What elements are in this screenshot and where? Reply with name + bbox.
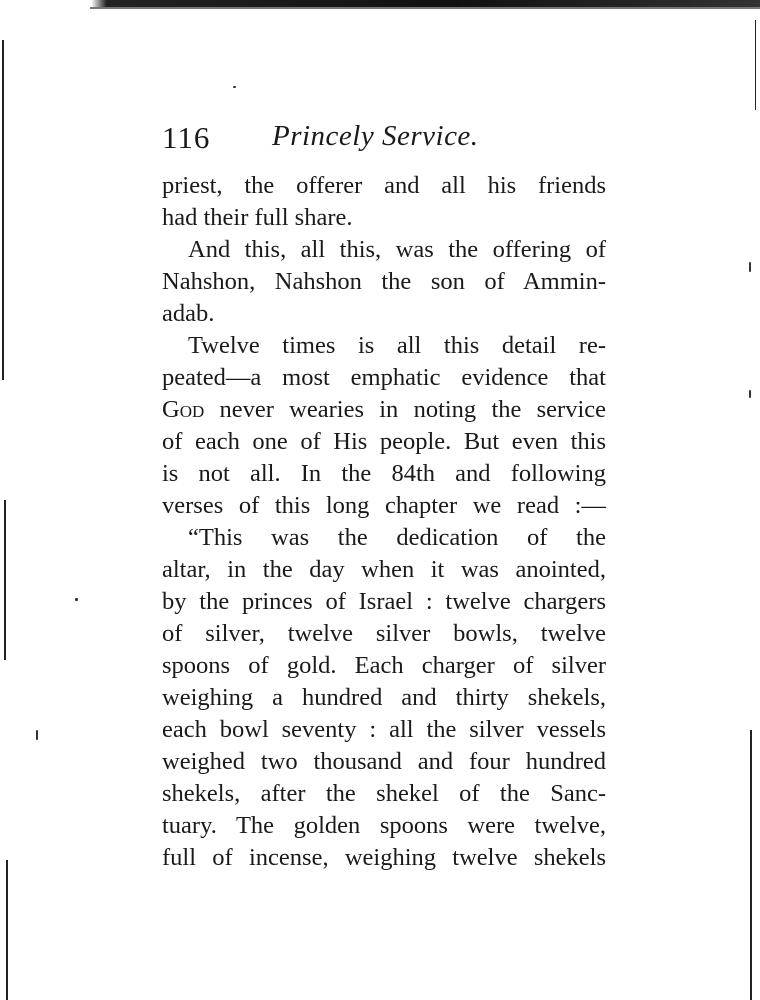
scan-left-edge	[6, 860, 8, 1000]
text-line: altar, in the day when it was anointed,	[162, 556, 606, 583]
text-line: each bowl seventy : all the silver vessels	[162, 716, 606, 743]
scan-right-edge	[750, 730, 752, 1000]
scan-speck	[749, 390, 751, 398]
text-line: peated—a most emphatic evidence that	[162, 364, 606, 391]
text-line: adab.	[162, 300, 215, 327]
scan-left-edge	[2, 40, 4, 380]
paragraph-start-line: And this, all this, was the offering of	[188, 236, 606, 263]
text-line: of silver, twelve silver bowls, twelve	[162, 620, 606, 647]
scan-speck	[749, 262, 751, 272]
paragraph-start-line: Twelve times is all this detail re-	[188, 332, 606, 359]
text-line: shekels, after the shekel of the Sanc-	[162, 780, 606, 807]
text-line: spoons of gold. Each charger of silver	[162, 652, 606, 679]
text-line: verses of this long chapter we read :—	[162, 492, 606, 519]
quotation-start-line: “This was the dedication of the	[188, 524, 606, 551]
page-number: 116	[162, 120, 211, 155]
page-header	[162, 118, 602, 158]
scan-speck	[36, 730, 38, 740]
text-line: tuary. The golden spoons were twelve,	[162, 812, 606, 839]
scan-right-edge	[755, 20, 756, 110]
scan-speck	[75, 598, 78, 601]
scan-top-edge-line	[90, 7, 760, 9]
god-word: God	[162, 396, 205, 423]
text-line: is not all. In the 84th and following	[162, 460, 606, 487]
text-line: weighing a hundred and thirty shekels,	[162, 684, 606, 711]
scan-speck	[233, 86, 236, 88]
text-line: by the princes of Israel : twelve chargers	[162, 588, 606, 615]
scan-left-edge	[4, 500, 6, 660]
body-text	[162, 170, 606, 874]
text-line: weighed two thousand and four hundred	[162, 748, 606, 775]
text-line: Nahshon, Nahshon the son of Ammin-	[162, 268, 606, 295]
text-line: had their full share.	[162, 204, 353, 231]
running-title: Princely Service.	[272, 120, 479, 152]
text-line: of each one of His people. But even this	[162, 428, 606, 455]
text-line: priest, the offerer and all his friends	[162, 172, 606, 199]
text-line-rest: never wearies in noting the service	[219, 396, 607, 423]
text-line	[162, 394, 606, 426]
text-line: full of incense, weighing twelve shekels	[162, 844, 606, 871]
